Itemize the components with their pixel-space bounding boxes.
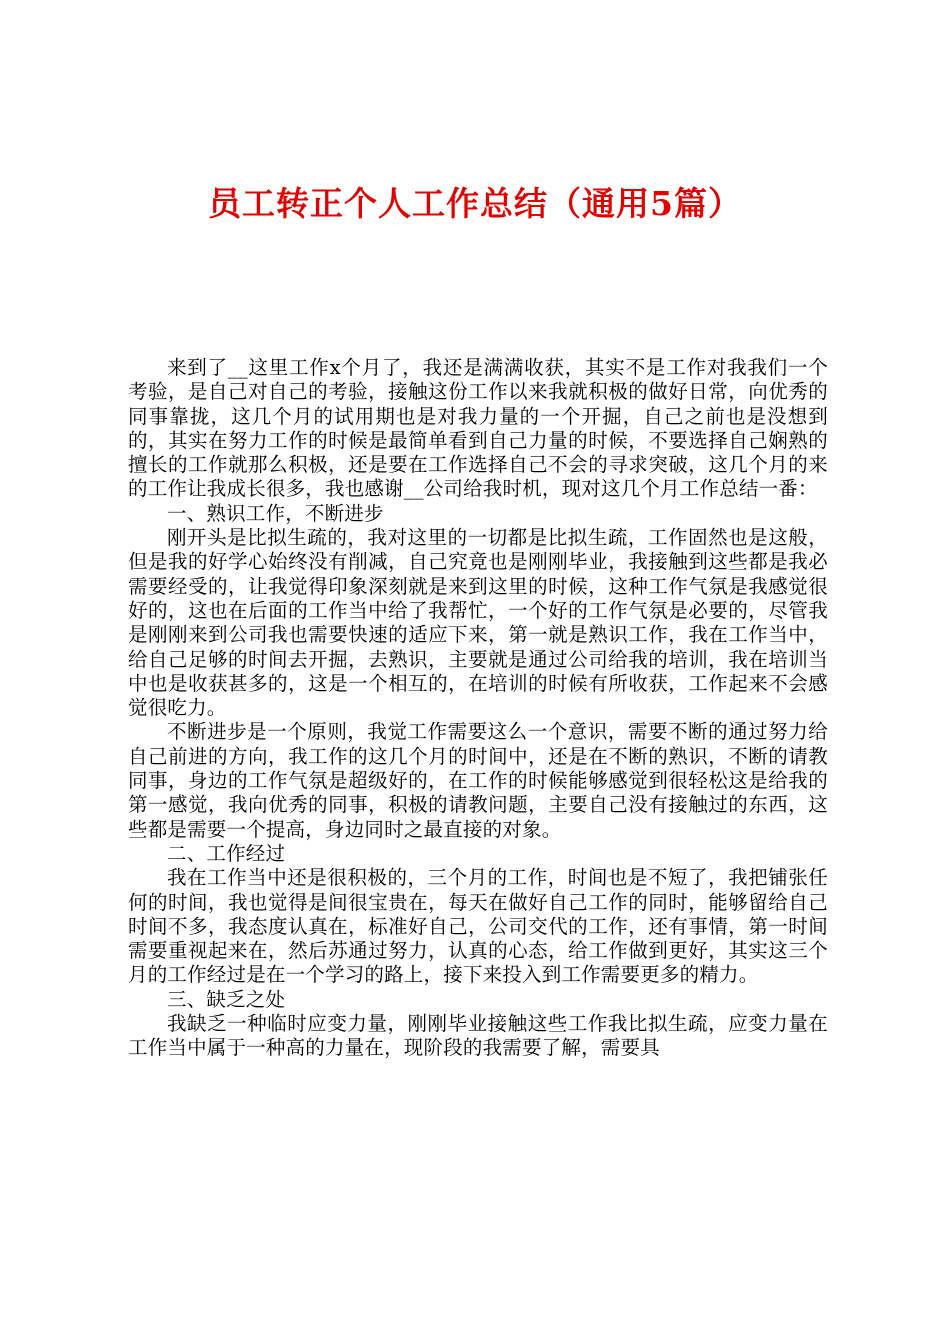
paragraph: 刚开头是比拟生疏的，我对这里的一切都是比拟生疏，工作固然也是这般，但是我的好学心始终没有削减，自己究竟也是刚刚毕业，我接触到这些都是我必需要经受的，让我觉得印象深刻就是来到这里的时候，这种工作气氛是我感觉很好的，这也在后面的工作当中给了我帮忙，一个好的工作气氛是必要的，尽管我是刚刚来到公司我也需要快速的适应下来，第一就是熟识工作，我在工作当中，给自己足够的时间去开掘，去熟识，主要就是通过公司给我的培训，我在培训当中也是收获甚多的，这是一个相互的，在培训的时候有所收获，工作起来不会感觉很吃力。 — [128, 526, 828, 720]
section-heading: 二、工作经过 — [167, 841, 286, 865]
section-heading: 三、缺乏之处 — [167, 987, 286, 1011]
document-body — [128, 356, 828, 1061]
paragraph: 来到了__这里工作x个月了，我还是满满收获，其实不是工作对我我们一个考验，是自己对自己的考验，接触这份工作以来我就积极的做好日常，向优秀的同事靠拢，这几个月的试用期也是对我力量的一个开掘，自己之前也是没想到的，其实在努力工作的时候是最简单看到自己力量的时候，不要选择自己娴熟的擅长的工作就那么积极，还是要在工作选择自己不会的寻求突破，这几个月的来的工作让我成长很多，我也感谢__公司给我时机，现对这几个月工作总结一番： — [128, 356, 828, 501]
paragraph: 我缺乏一种临时应变力量，刚刚毕业接触这些工作我比拟生疏，应变力量在工作当中属于一种高的力量在，现阶段的我需要了解，需要具 — [128, 1012, 828, 1060]
section-heading: 一、熟识工作，不断进步 — [167, 501, 384, 525]
paragraph: 不断进步是一个原则，我觉工作需要这么一个意识，需要不断的通过努力给自己前进的方向，我工作的这几个月的时间中，还是在不断的熟识，不断的请教同事，身边的工作气氛是超级好的，在工作的时候能够感觉到很轻松这是给我的第一感觉，我向优秀的同事，积极的请教问题，主要自己没有接触过的东西，这些都是需要一个提高，身边同时之最直接的对象。 — [128, 720, 828, 841]
document-title: 员工转正个人工作总结（通用5篇） — [208, 184, 742, 223]
paragraph: 我在工作当中还是很积极的，三个月的工作，时间也是不短了，我把铺张任何的时间，我也觉得是间很宝贵在，每天在做好自己工作的同时，能够留给自己时间不多，我态度认真在，标准好自己，公司交代的工作，还有事情，第一时间需要重视起来在，然后苏通过努力，认真的心态，给工作做到更好，其实这三个月的工作经过是在一个学习的路上，接下来投入到工作需要更多的精力。 — [128, 866, 828, 987]
